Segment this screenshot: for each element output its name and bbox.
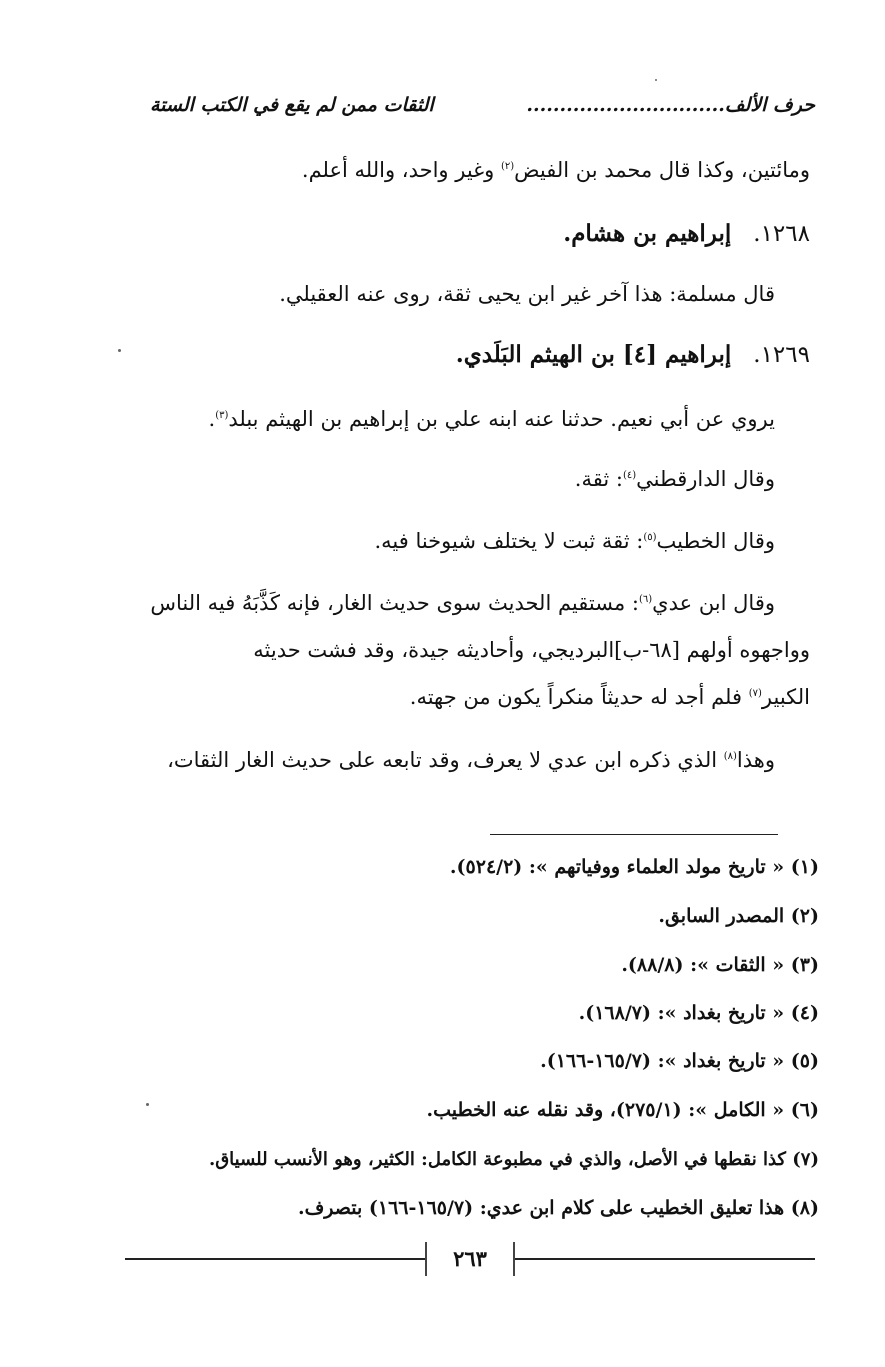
entry-1269-paragraph-3: وقال الخطيب$^{(٥)}$: ثقة ثبت لا يختلف شيوخنا فيه. — [374, 529, 775, 553]
footnote-3: (٣) « الثقات »: (٨٨/٨). — [621, 954, 819, 976]
footnote-ref: (٥) — [643, 532, 657, 543]
entry-1269-paragraph-5: وهذا$^{(٨)}$ الذي ذكره ابن عدي لا يعرف، وقد تابعه على حديث الغار الثقات، — [167, 748, 775, 772]
footnote-ref: (٦) — [638, 594, 653, 605]
entry-heading-1269 — [150, 335, 810, 375]
footnote-ref: (٢) — [500, 161, 515, 172]
footnote-separator — [490, 834, 778, 835]
footnote-7: (٧) كذا نقطها في الأصل، والذي في مطبوعة الكامل: الكثير، وهو الأنسب للسياق. — [208, 1149, 819, 1170]
footnote-ref: (٤) — [622, 470, 637, 481]
running-header — [150, 94, 815, 126]
page-number: ٢٦٣ — [425, 1242, 515, 1276]
footnote-ref: (٧) — [748, 688, 762, 699]
scan-speck — [146, 1103, 149, 1106]
footnote-2: (٢) المصدر السابق. — [658, 905, 819, 927]
entry-1269-paragraph-2: وقال الدارقطني$^{(٤)}$: ثقة. — [574, 467, 775, 491]
scan-speck — [655, 79, 657, 81]
entry-1269-paragraph-4-line-1: وقال ابن عدي$^{(٦)}$: مستقيم الحديث سوى حديث الغار، فإنه كَذَّبَهُ فيه الناس — [150, 591, 775, 615]
footnote-6: (٦) « الكامل »: (٢٧٥/١)، وقد نقله عنه الخطيب. — [426, 1099, 819, 1121]
entry-1269-paragraph-1: يروي عن أبي نعيم. حدثنا عنه ابنه علي بن إبراهيم بن الهيثم ببلد$^{(٣)}$. — [208, 407, 775, 431]
running-header-section: حرف الألف.............................. — [526, 94, 815, 116]
footnote-5: (٥) « تاريخ بغداد »: (١٦٥/٧-١٦٦). — [540, 1050, 819, 1072]
running-header-book-title: الثقات ممن لم يقع في الكتب الستة — [150, 94, 434, 116]
entry-name: إبراهيم [٤] بن الهيثم البَلَدي. — [455, 341, 732, 368]
entry-1268-text: قال مسلمة: هذا آخر غير ابن يحيى ثقة، روى عنه العقيلي. — [279, 282, 775, 306]
footnote-8: (٨) هذا تعليق الخطيب على كلام ابن عدي: (١٦٥/٧-١٦٦) بتصرف. — [297, 1197, 819, 1219]
footnote-1: (١) « تاريخ مولد العلماء ووفياتهم »: (٥٢٤/٢). — [449, 856, 819, 878]
entry-1269-paragraph-4-line-3: الكبير$^{(٧)}$ فلم أجد له حديثاً منكراً يكون من جهته. — [409, 685, 810, 709]
footnote-4: (٤) « تاريخ بغداد »: (١٦٨/٧). — [578, 1002, 819, 1024]
footnote-ref: (٣) — [215, 410, 229, 421]
entry-name: إبراهيم بن هشام. — [563, 220, 732, 247]
footnote-ref: (٨) — [723, 751, 737, 762]
entry-heading-1268 — [150, 214, 810, 254]
entry-number: ١٢٦٩. — [753, 342, 810, 368]
body-line-continuation: ومائتين، وكذا قال محمد بن الفيض$^{(٢)}$ وغير واحد، والله أعلم. — [301, 158, 810, 182]
scan-speck — [118, 349, 121, 352]
entry-1269-paragraph-4-line-2: وواجهوه أولهم [٦٨-ب]البرديجي، وأحاديثه جيدة، وقد فشت حديثه — [253, 638, 810, 662]
entry-number: ١٢٦٨. — [753, 221, 810, 247]
